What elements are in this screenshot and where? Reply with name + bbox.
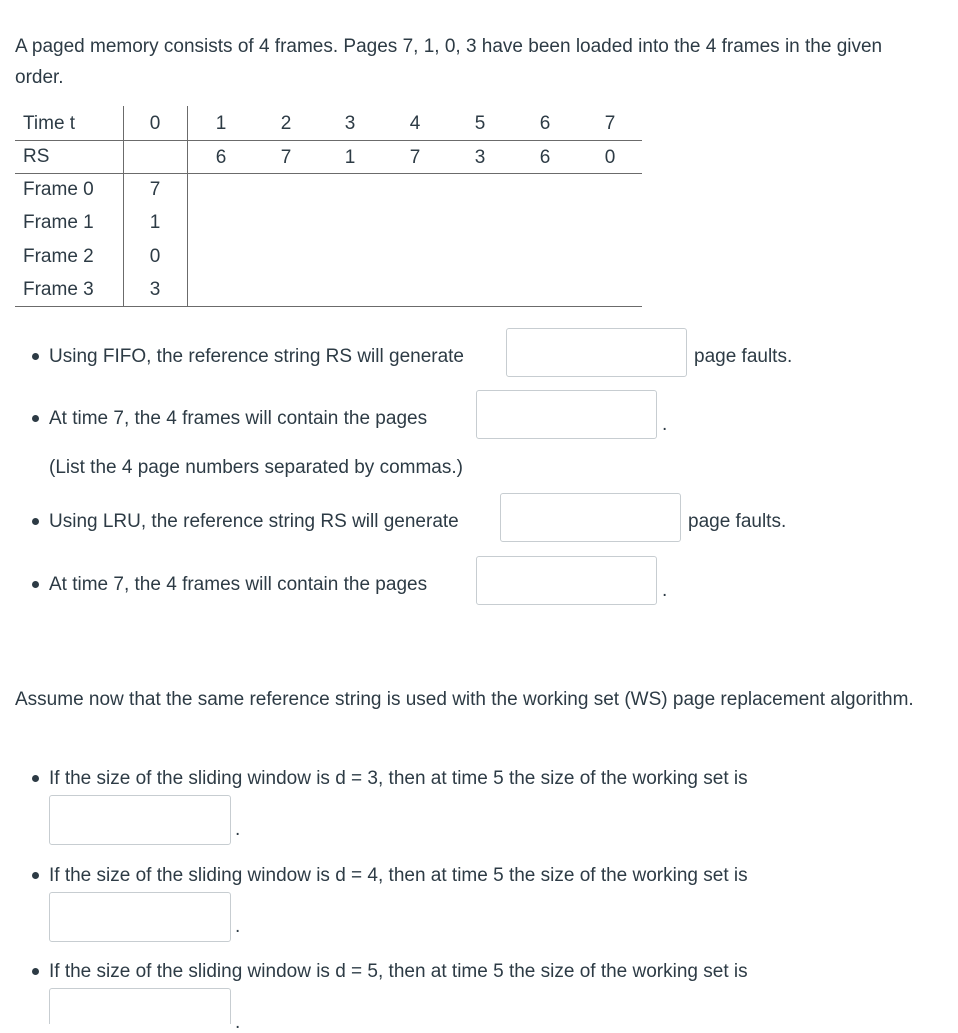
bullet xyxy=(32,581,39,588)
table-rule xyxy=(15,140,642,141)
fifo-faults-suffix: page faults. xyxy=(694,346,793,367)
rs-cell: 1 xyxy=(344,147,356,168)
bullet xyxy=(32,775,39,782)
time-cell: 6 xyxy=(539,113,551,134)
fifo-frames-hint: (List the 4 page numbers separated by commas.) xyxy=(49,457,463,478)
rs-cell: 6 xyxy=(215,147,227,168)
ws-d3-suffix: . xyxy=(235,819,241,840)
lru-faults-input[interactable] xyxy=(500,493,681,542)
table-rule xyxy=(187,106,188,307)
ws-d5-suffix: . xyxy=(235,1012,241,1033)
bullet xyxy=(32,518,39,525)
frame-label: Frame 0 xyxy=(23,179,94,200)
frame-label: Frame 2 xyxy=(23,246,94,267)
bullet xyxy=(32,353,39,360)
intro-text: A paged memory consists of 4 frames. Pages 7, 1, 0, 3 have been loaded into the 4 frames in the given order. xyxy=(15,36,883,88)
lru-faults-suffix: page faults. xyxy=(688,511,787,532)
time-cell: 2 xyxy=(280,113,292,134)
ws-d4-suffix: . xyxy=(235,916,241,937)
reference-table xyxy=(15,106,642,307)
time-cell: 4 xyxy=(409,113,421,134)
frame-cell: 7 xyxy=(149,179,161,200)
time-cell: 7 xyxy=(604,113,616,134)
rs-cell: 0 xyxy=(604,147,616,168)
bullet xyxy=(32,968,39,975)
table-rule xyxy=(15,173,642,174)
lru-frames-suffix: . xyxy=(662,580,668,601)
fifo-frames-question: At time 7, the 4 frames will contain the pages xyxy=(49,408,428,429)
fifo-faults-input[interactable] xyxy=(506,328,687,377)
bullet xyxy=(32,415,39,422)
rs-cell: 7 xyxy=(280,147,292,168)
rs-label: RS xyxy=(23,146,50,167)
ws-d5-question: If the size of the sliding window is d = 5, then at time 5 the size of the working set is xyxy=(49,961,748,982)
frame-cell: 3 xyxy=(149,279,161,300)
lru-frames-question: At time 7, the 4 frames will contain the pages xyxy=(49,574,428,595)
lru-frames-input[interactable] xyxy=(476,556,657,605)
fifo-frames-suffix: . xyxy=(662,414,668,435)
rs-cell: 7 xyxy=(409,147,421,168)
frame-label: Frame 1 xyxy=(23,212,94,233)
time-header: Time t xyxy=(23,113,76,134)
table-rule xyxy=(123,106,124,307)
time-cell: 1 xyxy=(215,113,227,134)
time-cell: 0 xyxy=(149,113,161,134)
rs-cell: 3 xyxy=(474,147,486,168)
time-cell: 5 xyxy=(474,113,486,134)
frame-label: Frame 3 xyxy=(23,279,94,300)
rs-cell: 6 xyxy=(539,147,551,168)
lru-faults-question: Using LRU, the reference string RS will generate xyxy=(49,511,459,532)
table-rule xyxy=(15,306,642,307)
frame-cell: 1 xyxy=(149,212,161,233)
ws-d3-question: If the size of the sliding window is d = 3, then at time 5 the size of the working set is xyxy=(49,768,748,789)
ws-d5-input[interactable] xyxy=(49,988,231,1024)
frame-cell: 0 xyxy=(149,246,161,267)
ws-d4-question: If the size of the sliding window is d = 4, then at time 5 the size of the working set is xyxy=(49,865,748,886)
ws-d4-input[interactable] xyxy=(49,892,231,942)
ws-intro-text: Assume now that the same reference string is used with the working set (WS) page replacement algorithm. xyxy=(15,689,914,710)
time-cell: 3 xyxy=(344,113,356,134)
bullet xyxy=(32,872,39,879)
ws-d3-input[interactable] xyxy=(49,795,231,845)
fifo-faults-question: Using FIFO, the reference string RS will generate xyxy=(49,346,465,367)
fifo-frames-input[interactable] xyxy=(476,390,657,439)
